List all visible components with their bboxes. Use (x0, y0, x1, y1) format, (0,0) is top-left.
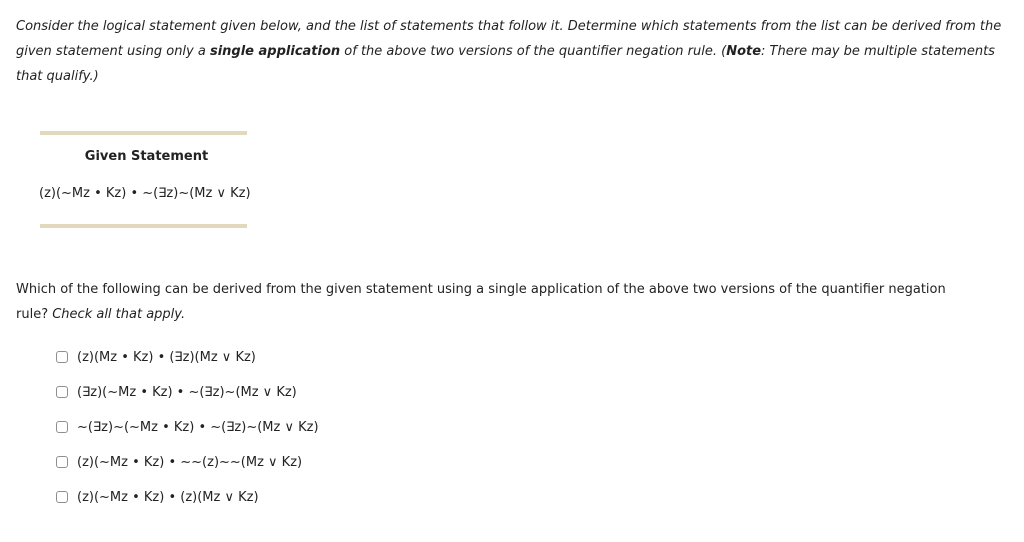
given-top-rule (40, 131, 247, 135)
given-statement-title: Given Statement (84, 149, 209, 164)
option-4-checkbox[interactable] (56, 456, 68, 468)
instructions-part-3: : There may be multiple statements that qualify.) (16, 44, 995, 84)
option-1[interactable] (56, 347, 319, 367)
answer-options (56, 347, 319, 522)
given-statement-formula: (z)(~Mz • Kz) • ~(∃z)~(Mz ∨ Kz) (39, 186, 251, 201)
option-4[interactable] (56, 452, 319, 472)
option-5-checkbox[interactable] (56, 491, 68, 503)
question-text: Which of the following can be derived from the given statement using a single application of the above two versions of the quantifier negation rule? (16, 282, 946, 322)
option-3[interactable] (56, 417, 319, 437)
option-1-label[interactable]: (z)(Mz • Kz) • (∃z)(Mz ∨ Kz) (77, 349, 256, 365)
instructions-note-label: Note (726, 44, 762, 59)
instructions-emphasis-single-application: single application (209, 44, 341, 59)
instructions-text (16, 14, 1006, 89)
given-statement-box (39, 131, 251, 228)
option-2[interactable] (56, 382, 319, 402)
option-2-checkbox[interactable] (56, 386, 68, 398)
option-5-label[interactable]: (z)(~Mz • Kz) • (z)(Mz ∨ Kz) (77, 489, 259, 505)
question-prompt (16, 277, 976, 327)
option-5[interactable] (56, 487, 319, 507)
option-3-label[interactable]: ~(∃z)~(~Mz • Kz) • ~(∃z)~(Mz ∨ Kz) (77, 419, 319, 435)
option-4-label[interactable]: (z)(~Mz • Kz) • ~~(z)~~(Mz ∨ Kz) (77, 454, 303, 470)
option-1-checkbox[interactable] (56, 351, 68, 363)
question-check-all: Check all that apply. (52, 307, 186, 322)
option-3-checkbox[interactable] (56, 421, 68, 433)
option-2-label[interactable]: (∃z)(~Mz • Kz) • ~(∃z)~(Mz ∨ Kz) (77, 384, 297, 400)
instructions-part-1: Consider the logical statement given below, and the list of statements that follow it. Determine which statements from the list can be derived from the given statement using only a (16, 19, 1002, 59)
given-bottom-rule (40, 224, 247, 228)
instructions-part-2: of the above two versions of the quantifier negation rule. ( (340, 44, 727, 59)
